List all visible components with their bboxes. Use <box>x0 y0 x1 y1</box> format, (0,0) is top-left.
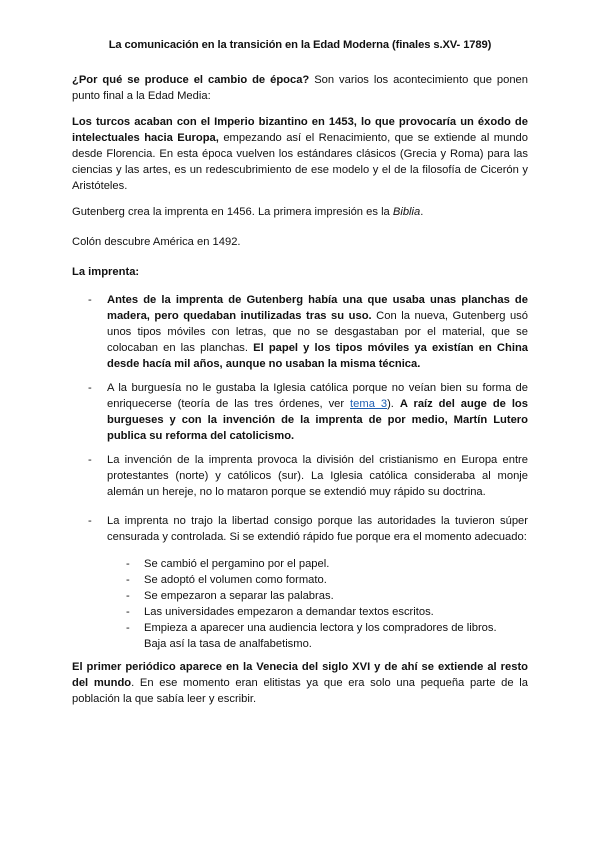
list-item <box>88 380 528 444</box>
bullet-dash: - <box>88 294 92 306</box>
item2-text: A la burguesía no le gustaba la Iglesia católica porque no veían bien su forma de enriquecerse (teoría de las tres órdenes, ver <box>107 382 528 410</box>
gutenberg-end: . <box>420 206 424 218</box>
bullet-dash: - <box>126 558 130 570</box>
sublist-item <box>126 604 506 620</box>
paragraph-colon: Colón descubre América en 1492. <box>72 236 241 248</box>
list-item <box>88 292 528 372</box>
sublist-item-text: Empieza a aparecer una audiencia lectora y los compradores de libros. <box>144 622 497 634</box>
list-item <box>88 452 528 500</box>
sublist-item-text: Se adoptó el volumen como formato. <box>144 574 327 586</box>
item1-text: Con la nueva, Gutenberg usó unos tipos móviles con letras, que no se desgastaban por el material, que se colocaban en las planchas. <box>107 310 528 354</box>
sublist <box>126 556 506 652</box>
item1-bold-a: Antes de la imprenta de Gutenberg había una que usaba unas planchas de madera, pero quedaban inutilizadas tras su uso. <box>107 294 528 322</box>
page-title: La comunicación en la transición en la Edad Moderna (finales s.XV- 1789) <box>108 39 492 51</box>
gutenberg-biblia: Biblia <box>392 206 421 218</box>
bullet-dash: - <box>126 606 130 618</box>
bullet-dash: - <box>88 382 92 394</box>
bullet-dash: - <box>126 574 130 586</box>
sublist-item <box>126 588 506 604</box>
sublist-item <box>126 572 506 588</box>
section-heading-imprenta: La imprenta: <box>72 266 140 278</box>
item3-text: La invención de la imprenta provoca la división del cristianismo en Europa entre protestantes (norte) y católicos (sur). La Iglesia católica consideraba al monje alemán un hereje, no lo mataron porque se extendió muy rápido su doctrina. <box>107 454 528 498</box>
tema-3-link[interactable]: tema 3 <box>350 398 388 410</box>
list-item <box>88 513 528 545</box>
item1-bold-b: El papel y los tipos móviles ya existían en China desde hacía mil años, aunque no usaban la misma técnica. <box>107 342 528 370</box>
item2-bold: A raíz del auge de los burgueses y con la invención de la imprenta de por medio, Martín Lutero publica su reforma del catolicismo. <box>107 398 528 442</box>
periodico-bold: El primer periódico aparece en la Venecia del siglo XVI y de ahí se extiende al resto del mundo <box>72 661 528 689</box>
bullet-dash: - <box>126 622 130 634</box>
intro-question: ¿Por qué se produce el cambio de época? <box>72 74 310 86</box>
sublist-item-text: Las universidades empezaron a demandar textos escritos. <box>144 606 434 618</box>
turcos-text: empezando así el Renacimiento, que se extiende al mundo desde Florencia. En esta época vuelven los estándares clásicos (Grecia y Roma) para las ciencias y las artes, es un redescubrimiento de ese modelo y el de la filosofía de Cicerón y Aristóteles. <box>72 132 529 192</box>
bullet-dash: - <box>88 515 92 527</box>
paragraph-intro <box>72 72 528 104</box>
sublist-item-text-2: Baja así la tasa de analfabetismo. <box>144 638 312 650</box>
sublist-item-text: Se cambió el pergamino por el papel. <box>144 558 330 570</box>
intro-text: Son varios los acontecimiento que ponen punto final a la Edad Media: <box>72 74 528 102</box>
paragraph-turcos <box>72 114 528 194</box>
sublist-item <box>126 620 506 652</box>
sublist-item-text: Se empezaron a separar las palabras. <box>144 590 334 602</box>
turcos-bold: Los turcos acaban con el Imperio bizantino en 1453, lo que provocaría un éxodo de intelectuales hacia Europa, <box>72 116 528 144</box>
paragraph-gutenberg <box>72 204 528 220</box>
bullet-dash: - <box>88 454 92 466</box>
periodico-text: . En ese momento eran elitistas ya que era solo una pequeña parte de la población la que sabía leer y escribir. <box>72 677 528 705</box>
bullet-dash: - <box>126 590 130 602</box>
item2-text-close: ). <box>387 398 400 410</box>
paragraph-periodico <box>72 659 528 707</box>
gutenberg-text: Gutenberg crea la imprenta en 1456. La primera impresión es la <box>72 206 393 218</box>
sublist-item <box>126 556 506 572</box>
item4-text: La imprenta no trajo la libertad consigo porque las autoridades la tuvieron súper censurada y controlada. Si se extendió rápido fue porque era el momento adecuado: <box>107 515 528 543</box>
